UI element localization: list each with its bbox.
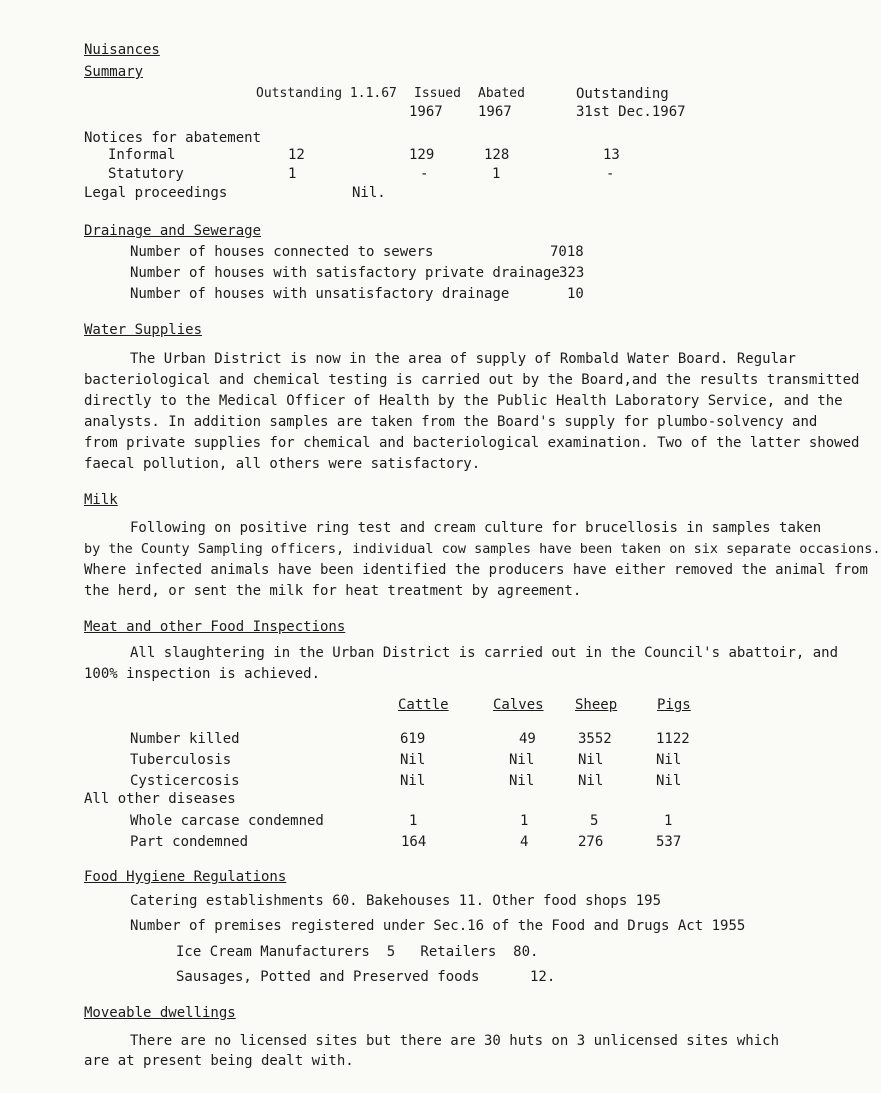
statutory-abated: 1: [492, 166, 501, 182]
header-outstanding-end-date: 31st Dec.1967: [576, 104, 686, 120]
section-title-milk: Milk: [84, 492, 118, 508]
summary-heading: Summary: [84, 64, 144, 80]
drainage-row-value: 7018: [550, 244, 584, 260]
header-outstanding-end: Outstanding: [576, 86, 669, 102]
meat-cell: Nil: [509, 752, 535, 768]
legal-proceedings-value: Nil.: [352, 185, 386, 201]
meat-row-label: Tuberculosis: [130, 752, 232, 768]
column-header-calves: Calves: [493, 697, 544, 713]
meat-row-label: Part condemned: [130, 834, 249, 850]
statutory-outstanding-end: -: [606, 166, 615, 182]
milk-paragraph-line: by the County Sampling officers, individual cow samples have been taken on six separate occasions.: [84, 541, 881, 557]
meat-cell: Nil: [578, 773, 604, 789]
meat-cell: Nil: [400, 752, 426, 768]
meat-cell: 1: [409, 813, 418, 829]
header-outstanding-start: Outstanding 1.1.67: [256, 86, 397, 101]
water-paragraph-line: analysts. In addition samples are taken from the Board's supply for plumbo-solvency and: [84, 414, 818, 430]
meat-paragraph-line: All slaughtering in the Urban District is carried out in the Council's abattoir, and: [130, 645, 839, 661]
column-header-pigs: Pigs: [657, 697, 691, 713]
meat-cell: 537: [656, 834, 682, 850]
moveable-line: are at present being dealt with.: [84, 1053, 354, 1069]
drainage-row-value: 323: [559, 265, 585, 281]
meat-cell: 276: [578, 834, 604, 850]
informal-outstanding-end: 13: [603, 147, 620, 163]
legal-proceedings-label: Legal proceedings: [84, 185, 228, 201]
meat-cell: Nil: [400, 773, 426, 789]
meat-row-label: Cysticercosis: [130, 773, 240, 789]
header-abated: Abated: [478, 86, 525, 101]
column-header-sheep: Sheep: [575, 697, 618, 713]
meat-cell: Nil: [578, 752, 604, 768]
water-paragraph-line: faecal pollution, all others were satisfactory.: [84, 456, 481, 472]
row-label-informal: Informal: [108, 147, 176, 163]
meat-row-label: All other diseases: [84, 791, 236, 807]
meat-cell: 1: [664, 813, 673, 829]
drainage-row-label: Number of houses with satisfactory private drainage: [130, 265, 560, 281]
meat-cell: Nil: [656, 773, 682, 789]
food-line: Ice Cream Manufacturers 5 Retailers 80.: [176, 944, 539, 960]
informal-outstanding: 12: [288, 147, 305, 163]
meat-cell: Nil: [509, 773, 535, 789]
statutory-outstanding: 1: [288, 166, 297, 182]
meat-cell: 4: [520, 834, 529, 850]
statutory-issued: -: [420, 166, 429, 182]
milk-paragraph-line: Following on positive ring test and cream culture for brucellosis in samples taken: [130, 520, 822, 536]
meat-cell: 1122: [656, 731, 690, 747]
meat-paragraph-line: 100% inspection is achieved.: [84, 666, 321, 682]
food-line: Sausages, Potted and Preserved foods 12.: [176, 969, 556, 985]
section-title-drainage: Drainage and Sewerage: [84, 223, 262, 239]
meat-cell: 5: [590, 813, 599, 829]
meat-cell: 49: [519, 731, 536, 747]
informal-abated: 128: [484, 147, 510, 163]
drainage-row-value: 10: [567, 286, 584, 302]
header-issued: Issued: [414, 86, 461, 101]
meat-row-label: Number killed: [130, 731, 240, 747]
notices-label: Notices for abatement: [84, 130, 262, 146]
header-abated-year: 1967: [478, 104, 512, 120]
meat-cell: 1: [520, 813, 529, 829]
section-title-nuisances: Nuisances: [84, 42, 160, 58]
milk-paragraph-line: Where infected animals have been identified the producers have either removed the animal from: [84, 562, 868, 578]
meat-row-label: Whole carcase condemned: [130, 813, 324, 829]
water-paragraph-line: directly to the Medical Officer of Health by the Public Health Laboratory Service, and the: [84, 393, 843, 409]
section-title-meat: Meat and other Food Inspections: [84, 619, 346, 635]
header-issued-year: 1967: [409, 104, 443, 120]
section-title-water: Water Supplies: [84, 322, 203, 338]
column-header-cattle: Cattle: [398, 697, 449, 713]
food-line: Catering establishments 60. Bakehouses 11. Other food shops 195: [130, 893, 662, 909]
row-label-statutory: Statutory: [108, 166, 184, 182]
meat-cell: 164: [401, 834, 427, 850]
moveable-line: There are no licensed sites but there are 30 huts on 3 unlicensed sites which: [130, 1033, 780, 1049]
meat-cell: 619: [400, 731, 426, 747]
meat-cell: 3552: [578, 731, 612, 747]
milk-paragraph-line: the herd, or sent the milk for heat treatment by agreement.: [84, 583, 582, 599]
water-paragraph-line: bacteriological and chemical testing is carried out by the Board,and the results transmitted: [84, 372, 860, 388]
section-title-moveable-dwellings: Moveable dwellings: [84, 1005, 236, 1021]
informal-issued: 129: [409, 147, 435, 163]
food-line: Number of premises registered under Sec.16 of the Food and Drugs Act 1955: [130, 918, 746, 934]
drainage-row-label: Number of houses with unsatisfactory drainage: [130, 286, 510, 302]
meat-cell: Nil: [656, 752, 682, 768]
section-title-food-hygiene: Food Hygiene Regulations: [84, 869, 287, 885]
water-paragraph-line: The Urban District is now in the area of supply of Rombald Water Board. Regular: [130, 351, 796, 367]
water-paragraph-line: from private supplies for chemical and bacteriological examination. Two of the latter showed: [84, 435, 860, 451]
drainage-row-label: Number of houses connected to sewers: [130, 244, 434, 260]
